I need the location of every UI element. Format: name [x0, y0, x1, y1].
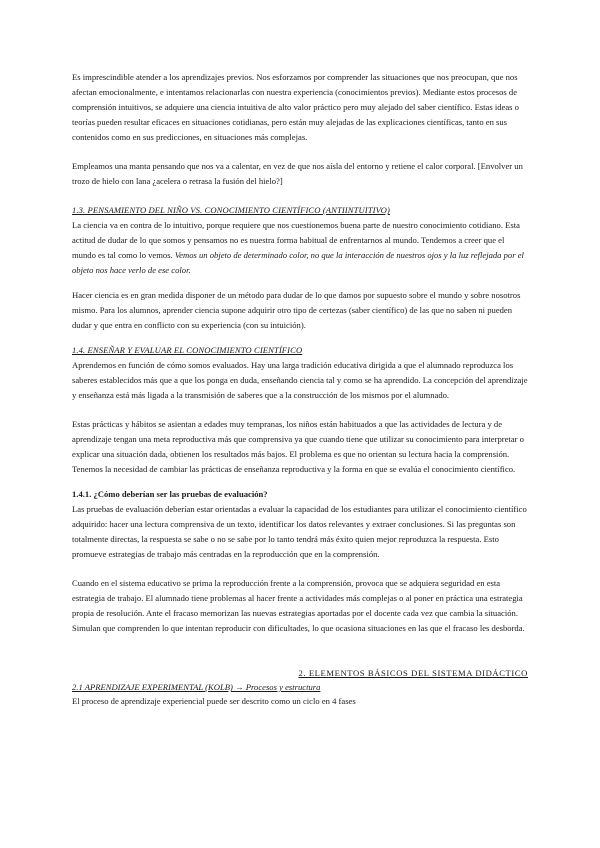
paragraph-reproduction: Cuando en el sistema educativo se prima la reproducción frente a la comprensión, provoca que se adquiera seguridad en esta estrategia de trabajo. El alumnado tiene problemas al hacer frente a actividades más complejas o al poner en práctica una estrategia propia de resolución. Ante el fracaso memorizan las nuevas estrategias aportadas por el docente cada vez que cambia la situación. Simulan que comprenden lo que intentan reproducir con dificultades, lo que ocasiona situaciones en las que el fracaso les desborda.: [72, 578, 525, 633]
document-page: [72, 70, 528, 709]
paragraph-previous-knowledge: Es imprescindible atender a los aprendizajes previos. Nos esforzamos por comprender las situaciones que nos preocupan, que nos afectan emocionalmente, e intentamos relacionarlas con nuestra experiencia (conocimientos previos). Mediante estos procesos de comprensión intuitivos, se adquiere una ciencia intuitiva de alto valor práctico pero muy alejado del saber científico. Estas ideas o teorías pueden resultar eficaces en situaciones cotidianas, pero están muy alejadas de las explicaciones científicas, tanto en sus contenidos como en sus predicciones, en situaciones más complejas.: [72, 72, 519, 142]
paragraph-antiintuitive-italic: Vemos un objeto de determinado color, no que la interacción de nuestros ojos y la luz reflejada por el objeto nos hace verlo de ese color.: [72, 250, 524, 275]
heading-1-4: 1.4. ENSEÑAR Y EVALUAR EL CONOCIMIENTO CIENTÍFICO: [72, 345, 303, 355]
paragraph-evaluation: Aprendemos en función de cómo somos evaluados. Hay una larga tradición educativa dirigida a que el alumnado reproduzca los saberes establecidos más que a que los ponga en duda, enseñando ciencia tal y como se ha aprendido. La concepción del aprendizaje y enseñanza está más ligada a la transmisión de saberes que a la construcción de los mismos por el alumnado.: [72, 360, 528, 400]
paragraph-blanket-example: Empleamos una manta pensando que nos va a calentar, en vez de que nos aísla del entorno y retiene el calor corporal. [Envolver un trozo de hielo con lana ¿acelera o retrasa la fusión del hielo?]: [72, 161, 523, 186]
paragraph-doing-science: Hacer ciencia es en gran medida disponer de un método para dudar de lo que damos por supuesto sobre el mundo y sobre nosotros mismo. Para los alumnos, aprender ciencia supone adquirir otro tipo de certezas (saber científico) de las que no saben ni pueden dudar y que entra en conflicto con su experiencia (con su intuición).: [72, 290, 521, 330]
paragraph-practices: Estas prácticas y hábitos se asientan a edades muy tempranas, los niños están habituados a que las actividades de lectura y de aprendizaje tengan una meta reproductiva más que comprensiva ya que cuando tiene que utilizar su conocimiento para interpretar o explicar una situación dada, obtienen los resultados más bajos. El problema es que no orientan su lectura hacia la comprensión. Tenemos la necesidad de cambiar las prácticas de enseñanza reproductiva y la forma en que se evalúa el conocimiento científico.: [72, 419, 524, 474]
paragraph-antiintuitive: [72, 218, 528, 278]
heading-1-4-1: 1.4.1. ¿Cómo deberían ser las pruebas de evaluación?: [72, 489, 268, 499]
paragraph-kolb: El proceso de aprendizaje experiencial puede ser descrito como un ciclo en 4 fases: [72, 696, 356, 706]
paragraph-tests: Las pruebas de evaluación deberían estar orientadas a evaluar la capacidad de los estudiantes para utilizar el conocimiento científico adquirido: hacer una lectura comprensiva de un texto, identificar los datos relevantes y extraer conclusiones. Si las preguntas son totalmente directas, la respuesta se sabe o no se sabe por lo tanto tendrá más éxito quien mejor reproduzca la respuesta. Esto promueve estrategias de trabajo más centradas en la reproducción que en la comprensión.: [72, 504, 527, 559]
heading-1-3: 1.3. PENSAMIENTO DEL NIÑO VS. CONOCIMIENTO CIENTÍFICO (ANTIINTUITIVO): [72, 205, 390, 215]
heading-2: 2. ELEMENTOS BÁSICOS DEL SISTEMA DIDÁCTICO: [298, 668, 528, 678]
paragraph-antiintuitive-text: La ciencia va en contra de lo intuitivo, porque requiere que nos cuestionemos buena parte de nuestro conocimiento cotidiano. Esta actitud de dudar de lo que somos y pensamos no es nuestra forma habitual de enfrentarnos al mundo. Tendemos a creer que el mundo es tal como lo vemos.: [72, 220, 520, 260]
heading-2-1: 2.1 APRENDIZAJE EXPERIMENTAL (KOLB) → Procesos y estructura: [72, 682, 321, 692]
